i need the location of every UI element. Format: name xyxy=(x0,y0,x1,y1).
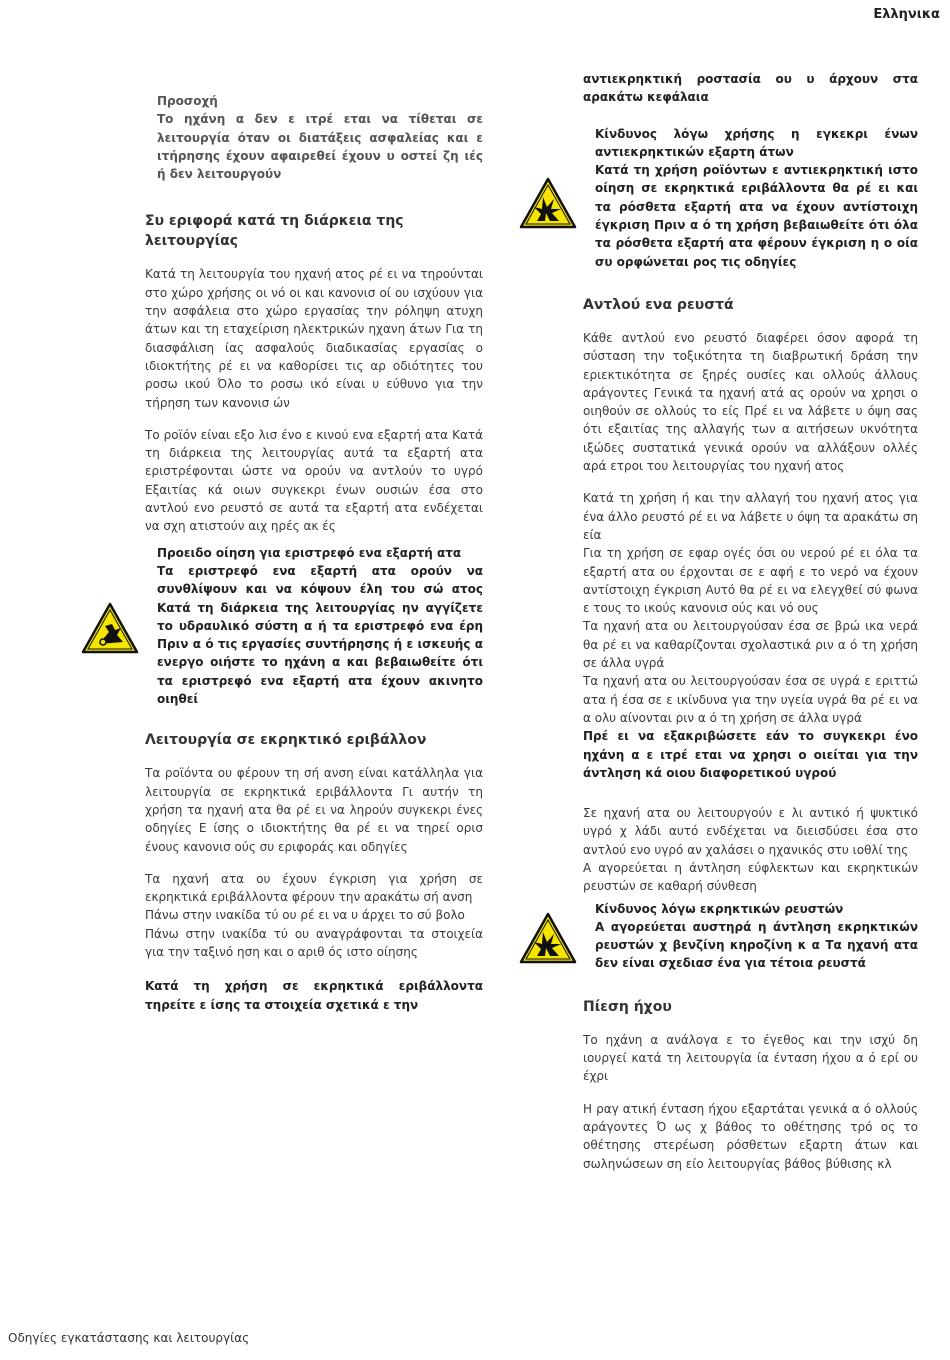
paragraph: Σε ηχανή ατα ου λειτουργούν ε λι αντικό ή ψυκτικό υγρό χ λάδι αυτό ενδέχεται να διεισδύσει έσα στο αντλού ενο υγρό αν χαλάσει ο ηχανικός στυ ιοθλί της xyxy=(583,806,918,857)
danger-text: Κατά τη χρήση ροϊόντων ε αντιεκρηκτική ιστο οίηση σε εκρηκτικά εριβάλλοντα θα ρέ ει και τα ρόσθετα εξαρτή ατα να έχουν αντίστοιχη έγκριση Πριν α ό τη χρήση βεβαιωθείτε ότι όλα τα ρόσθετα εξαρτή ατα φέρουν έγκριση η ο οία συ ορφώνεται ρος τις οδηγίες xyxy=(595,163,918,269)
section-heading-explosive: Λειτουργία σε εκρηκτικό εριβάλλον xyxy=(145,732,427,749)
section-heading-fluids: Αντλού ενα ρευστά xyxy=(583,296,734,313)
paragraph: Το ροϊόν είναι εξο λισ ένο ε κινού ενα εξαρτή ατα Κατά τη διάρκεια της λειτουργίας αυτά τα εξαρτή ατα εριστρέφονται ώστε να ορούν να αντλούν το υγρό Εξαιτίας κά οιων συγκεκρι ένων ουσιών έσα στο αντλού ενο ρευστό σε αυτά τα εξαρτή ατα ενδέχεται να σχη ατιστούν αιχ ηρές ακ ές xyxy=(145,427,483,534)
footer-text: Οδηγίες εγκατάστασης και λειτουργίας xyxy=(8,1331,250,1345)
rotating-parts-warning-icon xyxy=(81,602,139,654)
warning-text: Τα εριστρεφό ενα εξαρτή ατα ορούν να συνθλίψουν και να κόψουν έλη του σώ ατος Κατά τη διάρκεια της λειτουργίας ην αγγίζετε το υδραυλικό σύστη α ή τα εριστρεφό ενα έρη Πριν α ό τις εργασίες συντήρησης ή ε ισκευής α ενεργο οιήστε το ηχάνη α και βεβαιωθείτε ότι τα εριστρεφό ενα εξαρτή ατα έχουν ακινητο οιηθεί xyxy=(157,563,483,707)
paragraph: Τα ροϊόντα ου φέρουν τη σή ανση είναι κατάλληλα για λειτουργία σε εκρηκτικά εριβάλλοντα Γι αυτήν τη χρήση τα ηχανή ατα θα ρέ ει να ληρούν συγκεκρι ένες οδηγίες Ε ίσης ο ιδιοκτήτης θα ρέ ει να τηρεί ορισ ένους κανονισ ούς συ εριφοράς και οδηγίες xyxy=(145,766,483,854)
paragraph-bold: Πρέ ει να εξακριβώσετε εάν το συγκεκρι ένο ηχάνη α ε ιτρέ εται να χρησι ο οιείται για την άντληση κά οιου διαφορετικού υγρού xyxy=(583,729,918,780)
paragraph: Η ραγ ατική ένταση ήχου εξαρτάται γενικά α ό ολλούς αράγοντες Ό ως χ βάθος το οθέτησης τρό ος το οθέτησης στερέωση ρόσθετων εξαρτη άτων και σωληνώσεων ση είο λειτουργίας βάθος βύθισης κλ xyxy=(583,1101,918,1171)
paragraph: Πάνω στην ινακίδα τύ ου ρέ ει να υ άρχει το σύ βολο xyxy=(145,908,465,923)
language-label: Ελληνικα xyxy=(873,7,940,22)
paragraph: Το ηχάνη α ανάλογα ε το έγεθος και την ισχύ δη ιουργεί κατά τη λειτουργία ία ένταση ήχου α ό ερί ου έχρι xyxy=(583,1032,918,1084)
paragraph: Για τη χρήση σε εφαρ ογές όσι ου νερού ρέ ει όλα τα εξαρτή ατα ου έρχονται σε ε αφή ε το νερό να έχουν αντίστοιχη έγκριση Αυτό θα ρέ ει να ελεγχθεί σύ φωνα ε τους το ικούς κανονισ ούς και νό ους xyxy=(583,546,918,616)
danger-text: Α αγορεύεται αυστηρά η άντληση εκρηκτικών ρευστών χ βενζίνη κηροζίνη κ α Τα ηχανή ατα δεν είναι σχεδιασ ένα για τέτοια ρευστά xyxy=(595,919,918,971)
section-heading-sound: Πίεση ήχου xyxy=(583,998,672,1015)
paragraph: Κατά τη λειτουργία του ηχανή ατος ρέ ει να τηρούνται στο χώρο χρήσης οι νό οι και κανονισ οί ου ισχύουν για την ασφάλεια στο χώρο εργασίας την ρόληψη ατυχη άτων και τη εταχείριση ηλεκτρικών ηχανη άτων Για τη διασφάλιση ίας ασφαλούς διαδικασίας εργασίας ο ιδιοκτήτης ρέ ει να καθορίσει τις αρ οδιότητες του ροσω ικού Όλο το ροσω ικό είναι υ εύθυνο για την τήρηση των κανονισ ών xyxy=(145,267,483,410)
section-heading-operation: Συ εριφορά κατά τη διάρκεια της λειτουργίας xyxy=(145,213,404,250)
rotating-parts-warning xyxy=(145,544,483,709)
paragraph: Πάνω στην ινακίδα τύ ου αναγράφονται τα στοιχεία για την ταξινό ηση και ο αριθ ός ιστο οίησης xyxy=(145,926,483,959)
paragraph-bold: αντιεκρηκτική ροστασία ου υ άρχουν στα αρακάτω κεφάλαια xyxy=(583,72,918,105)
explosive-fluids-danger-box xyxy=(583,900,918,973)
caution-text: Το ηχάνη α δεν ε ιτρέ εται να τίθεται σε λειτουργία όταν οι διατάξεις ασφαλείας και ε ιτήρησης έχουν αφαιρεθεί έχουν υ οστεί ζη ιές ή δεν λειτουργούν xyxy=(157,112,483,182)
explosion-warning-icon xyxy=(519,177,577,229)
danger-title: Κίνδυνος λόγω εκρηκτικών ρευστών xyxy=(595,901,844,916)
left-column xyxy=(145,92,483,1014)
paragraph: Τα ηχανή ατα ου έχουν έγκριση για χρήση σε εκρηκτικά εριβάλλοντα φέρουν την αρακάτω σή ανση xyxy=(145,871,483,905)
explosion-danger-box xyxy=(583,125,918,271)
paragraph: Τα ηχανή ατα ου λειτουργούσαν έσα σε υγρά ε εριττώ ατα ή έσα σε ε ικίνδυνα για την υγεία υγρά θα ρέ ει να α ολυ αίνονται ριν α ό τη χρήση σε άλλα υγρά xyxy=(583,674,918,725)
paragraph-bold: Κατά τη χρήση σε εκρηκτικά εριβάλλοντα τηρείτε ε ίσης τα στοιχεία σχετικά ε την xyxy=(145,979,483,1012)
caution-title: Προσοχή xyxy=(157,94,218,108)
caution-note xyxy=(145,92,483,183)
explosion-warning-icon xyxy=(519,912,577,964)
danger-title: Κίνδυνος λόγω χρήσης η εγκεκρι ένων αντιεκρηκτικών εξαρτη άτων xyxy=(595,126,918,159)
paragraph: Κάθε αντλού ενο ρευστό διαφέρει όσον αφορά τη σύσταση την τοξικότητα τη διαβρωτική δράση την εριεκτικότητα σε ξηρές ουσίες και ολλούς άλλους αράγοντες Γενικά τα ηχανή ατά ας ορούν να χρησι ο οιηθούν σε ολλούς το είς Πρέ ει να λάβετε υ όψη σας ότι εξαιτίας της αλλαγής των α αιτήσεων υκνότητα ιξώδες συστατικά γενικά ορούν να αλλάξουν ολλές αρά ετροι του λειτουργίας του ηχανή ατος xyxy=(583,330,918,474)
right-column xyxy=(583,70,918,1173)
paragraph: Κατά τη χρήση ή και την αλλαγή του ηχανή ατος για ένα άλλο ρευστό ρέ ει να λάβετε υ όψη τα αρακάτω ση εία xyxy=(583,491,918,542)
paragraph: Τα ηχανή ατα ου λειτουργούσαν έσα σε βρώ ικα νερά θα ρέ ει να καθαρίζονται σχολαστικά ριν α ό τη χρήση σε άλλα υγρά xyxy=(583,619,918,671)
paragraph: Α αγορεύεται η άντληση εύφλεκτων και εκρηκτικών ρευστών σε καθαρή σύνθεση xyxy=(583,860,918,894)
warning-title: Προειδο οίηση για εριστρεφό ενα εξαρτή ατα xyxy=(157,545,462,560)
